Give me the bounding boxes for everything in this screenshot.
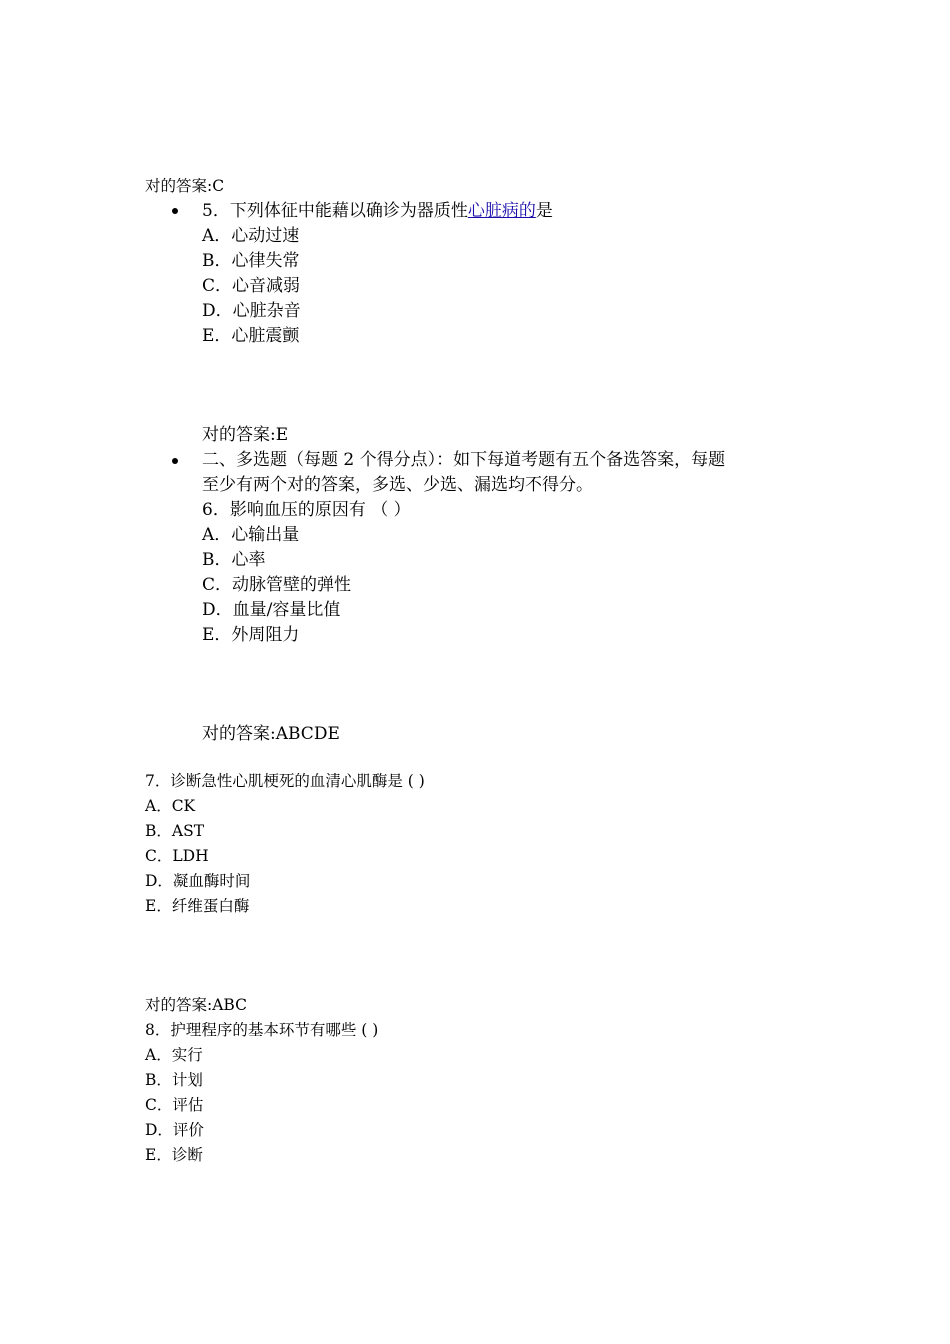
- option-e: E．纤维蛋白酶: [145, 897, 250, 915]
- question-7: 7．诊断急性心肌梗死的血清心肌酶是 ( ): [145, 772, 425, 790]
- option-b: B．心律失常: [202, 251, 300, 271]
- option-d: D．凝血酶时间: [145, 872, 251, 890]
- option-c: C．LDH: [145, 847, 209, 865]
- option-c: C．心音减弱: [202, 276, 301, 296]
- bullet-icon: [172, 458, 178, 464]
- option-d: D．心脏杂音: [202, 301, 301, 321]
- option-a: A．CK: [145, 797, 196, 815]
- section-heading-line1: 二、多选题（每题 2 个得分点）：如下每道考题有五个备选答案，每题: [202, 450, 726, 470]
- question-5-prefix: 5．下列体征中能藉以确诊为器质性: [202, 201, 468, 221]
- option-e: E．外周阻力: [202, 625, 300, 645]
- answer-text: 对的答案:C: [145, 177, 225, 195]
- option-e: E．诊断: [145, 1146, 203, 1164]
- answer-text: 对的答案:ABC: [145, 996, 247, 1014]
- question-6: 6．影响血压的原因有 （ ）: [202, 500, 411, 520]
- answer-text: 对的答案:ABCDE: [202, 724, 340, 744]
- option-a: A．实行: [145, 1046, 203, 1064]
- option-b: B．心率: [202, 550, 266, 570]
- option-e: E．心脏震颤: [202, 326, 300, 346]
- question-8: 8．护理程序的基本环节有哪些 ( ): [145, 1021, 379, 1039]
- question-5-suffix: 是: [535, 201, 553, 221]
- option-c: C．评估: [145, 1096, 204, 1114]
- option-c: C．动脉管壁的弹性: [202, 575, 352, 595]
- bullet-icon: [172, 208, 178, 214]
- option-a: A．心动过速: [202, 226, 300, 246]
- option-a: A．心输出量: [202, 525, 300, 545]
- option-b: B．AST: [145, 822, 205, 840]
- answer-text: 对的答案:E: [202, 425, 289, 445]
- section-heading-line2: 至少有两个对的答案，多选、少选、漏选均不得分。: [202, 475, 593, 495]
- option-d: D．评价: [145, 1121, 204, 1139]
- option-b: B．计划: [145, 1071, 203, 1089]
- option-d: D．血量/容量比值: [202, 600, 341, 620]
- heart-disease-link[interactable]: 心脏病的: [467, 201, 536, 221]
- question-5: [202, 200, 553, 222]
